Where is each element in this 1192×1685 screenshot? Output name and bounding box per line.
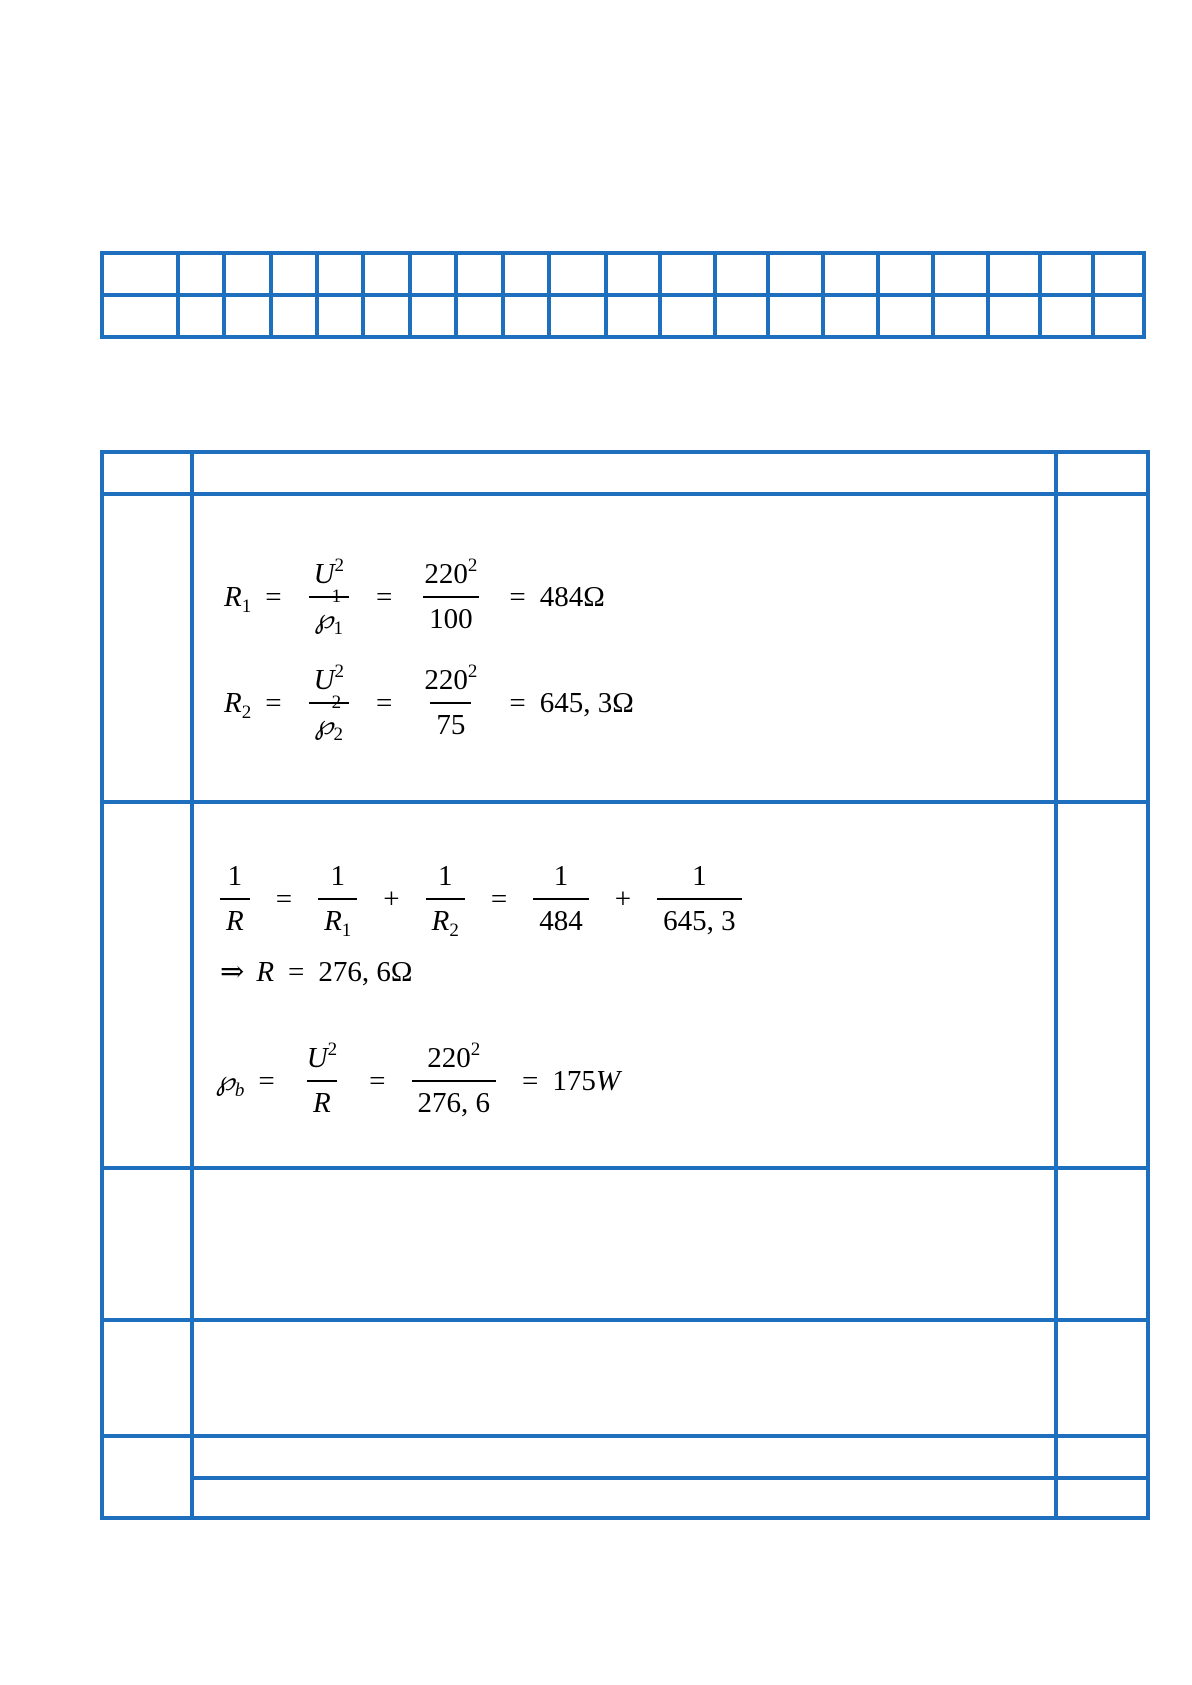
sub: 1 (341, 920, 352, 941)
header-cell-question (102, 452, 192, 494)
power-symbol: ℘ (314, 710, 334, 740)
header-row (102, 452, 1148, 494)
solution-row-5a (102, 1436, 1148, 1478)
equals-sign: = (288, 956, 305, 988)
question-cell (102, 1436, 192, 1518)
implies-arrow: ⇒ (220, 956, 245, 988)
number: 276, 6 (412, 1080, 497, 1118)
sup: 2 (470, 1039, 481, 1060)
var: U (306, 1042, 328, 1074)
var: R (324, 905, 342, 937)
fraction: $U^2$ 2 $℘_2$ (308, 666, 350, 740)
equals-sign: = (369, 1064, 386, 1097)
power-symbol: ℘ (314, 604, 334, 634)
fraction (220, 862, 250, 936)
grid-cell[interactable] (606, 253, 660, 295)
plus-sign: + (614, 882, 632, 915)
equation-parallel (220, 860, 754, 941)
equals-sign: = (509, 686, 526, 719)
sup: 2 (327, 1039, 338, 1060)
sub: 2 (449, 920, 459, 941)
grid-cell[interactable] (317, 253, 363, 295)
fraction (301, 1039, 343, 1119)
equals-sign: = (265, 580, 282, 613)
equals-sign: = (376, 686, 393, 719)
number: 100 (423, 596, 479, 634)
number: 1 (330, 860, 345, 892)
sub: b (234, 1079, 245, 1101)
grid-cell[interactable] (271, 295, 317, 337)
grid-cell[interactable] (823, 295, 878, 337)
fraction (657, 862, 742, 936)
result: 276, 6Ω (318, 956, 413, 988)
answer-grid-row (102, 295, 1144, 337)
points-cell (1056, 1320, 1148, 1436)
var: U (313, 558, 335, 590)
grid-cell[interactable] (988, 253, 1041, 295)
points-cell (1056, 1168, 1148, 1320)
question-cell (102, 1320, 192, 1436)
grid-cell[interactable] (503, 295, 549, 337)
content-cell (192, 494, 1056, 802)
grid-cell[interactable] (878, 295, 933, 337)
var: R (256, 956, 275, 988)
equals-sign: = (490, 882, 508, 915)
number: 220 (424, 664, 468, 696)
solution-row-4 (102, 1320, 1148, 1436)
grid-cell[interactable] (456, 253, 502, 295)
header-cell-points (1056, 452, 1148, 494)
grid-cell[interactable] (1093, 253, 1144, 295)
grid-cell[interactable] (178, 253, 224, 295)
result: 175 (552, 1064, 596, 1097)
grid-cell[interactable] (715, 295, 769, 337)
equals-sign: = (376, 580, 393, 613)
fraction (418, 661, 483, 741)
grid-cell[interactable] (224, 253, 270, 295)
equals-sign: = (275, 882, 293, 915)
question-cell (102, 802, 192, 1168)
grid-cell[interactable] (660, 253, 715, 295)
content-cell (192, 1320, 1056, 1436)
var: R (226, 905, 244, 937)
plus-sign: + (383, 882, 400, 915)
var: R (313, 1087, 331, 1119)
grid-cell[interactable] (878, 253, 933, 295)
equals-sign: = (258, 1064, 275, 1097)
number: 645, 3 (657, 898, 742, 936)
equation-r2 (224, 661, 634, 745)
result: 645, 3Ω (539, 686, 634, 719)
grid-cell[interactable] (271, 253, 317, 295)
fraction (533, 862, 589, 936)
fraction (418, 555, 483, 635)
grid-cell[interactable] (549, 253, 606, 295)
var: R (431, 905, 450, 937)
fraction: $U^2$ 1 $℘_1$ (308, 560, 350, 634)
grid-cell[interactable] (1093, 295, 1144, 337)
solution-row-2 (102, 802, 1148, 1168)
var: U (313, 664, 335, 696)
points-cell (1056, 802, 1148, 1168)
grid-cell[interactable] (768, 295, 823, 337)
grid-cell[interactable] (1040, 295, 1093, 337)
sub: 1 (333, 618, 343, 639)
number: 1 (227, 860, 243, 892)
sup: 2 (334, 661, 345, 682)
grid-cell[interactable] (178, 295, 224, 337)
grid-cell[interactable] (823, 253, 878, 295)
grid-cell[interactable] (549, 295, 606, 337)
sup: 2 (334, 555, 345, 576)
number: 75 (430, 702, 471, 740)
equals-sign: = (265, 686, 282, 719)
number: 1 (692, 860, 707, 892)
sub: 2 (241, 701, 252, 723)
var: R (224, 686, 242, 719)
unit: W (595, 1064, 621, 1097)
equals-sign: = (509, 580, 526, 613)
question-cell (102, 494, 192, 802)
content-cell (192, 1436, 1056, 1478)
equals-sign: = (522, 1064, 539, 1097)
points-cell (1056, 494, 1148, 802)
grid-cell[interactable] (660, 295, 715, 337)
solution-row-3 (102, 1168, 1148, 1320)
solution-table (100, 450, 1150, 1520)
number: 1 (553, 860, 569, 892)
sub: 2 (333, 724, 343, 745)
grid-cell[interactable] (933, 253, 988, 295)
fraction (426, 860, 465, 941)
header-cell-content (192, 452, 1056, 494)
grid-cell[interactable] (224, 295, 270, 337)
grid-cell[interactable] (410, 253, 456, 295)
grid-cell[interactable] (317, 295, 363, 337)
grid-cell[interactable] (933, 295, 988, 337)
grid-cell[interactable] (363, 253, 409, 295)
sup: 2 (467, 555, 478, 576)
grid-cell[interactable] (988, 295, 1041, 337)
question-cell (102, 1168, 192, 1320)
number: 220 (427, 1042, 471, 1074)
grid-cell[interactable] (606, 295, 660, 337)
number: 1 (438, 860, 453, 892)
content-cell (192, 1168, 1056, 1320)
number: 484 (533, 898, 589, 936)
equation-power (216, 1039, 621, 1119)
grid-cell[interactable] (102, 295, 178, 337)
grid-cell[interactable] (1040, 253, 1093, 295)
fraction (412, 1039, 497, 1119)
fraction (318, 860, 357, 941)
result: 484Ω (539, 580, 605, 613)
answer-grid-row (102, 253, 1144, 295)
equation-r-total (220, 958, 412, 987)
grid-cell[interactable] (102, 253, 178, 295)
grid-cell[interactable] (410, 295, 456, 337)
content-cell (192, 802, 1056, 1168)
grid-cell[interactable] (715, 253, 769, 295)
points-cell (1056, 1436, 1148, 1478)
grid-cell[interactable] (456, 295, 502, 337)
sup: 2 (467, 661, 478, 682)
points-cell (1056, 1478, 1148, 1518)
solution-row-1 (102, 494, 1148, 802)
sub: 1 (241, 595, 252, 617)
grid-cell[interactable] (768, 253, 823, 295)
power-symbol: ℘ (216, 1065, 235, 1096)
equation-r1 (224, 555, 605, 639)
number: 220 (424, 558, 468, 590)
grid-cell[interactable] (503, 253, 549, 295)
var: R (224, 580, 242, 613)
answer-grid (100, 251, 1146, 339)
solution-row-5b (102, 1478, 1148, 1518)
content-cell (192, 1478, 1056, 1518)
grid-cell[interactable] (363, 295, 409, 337)
